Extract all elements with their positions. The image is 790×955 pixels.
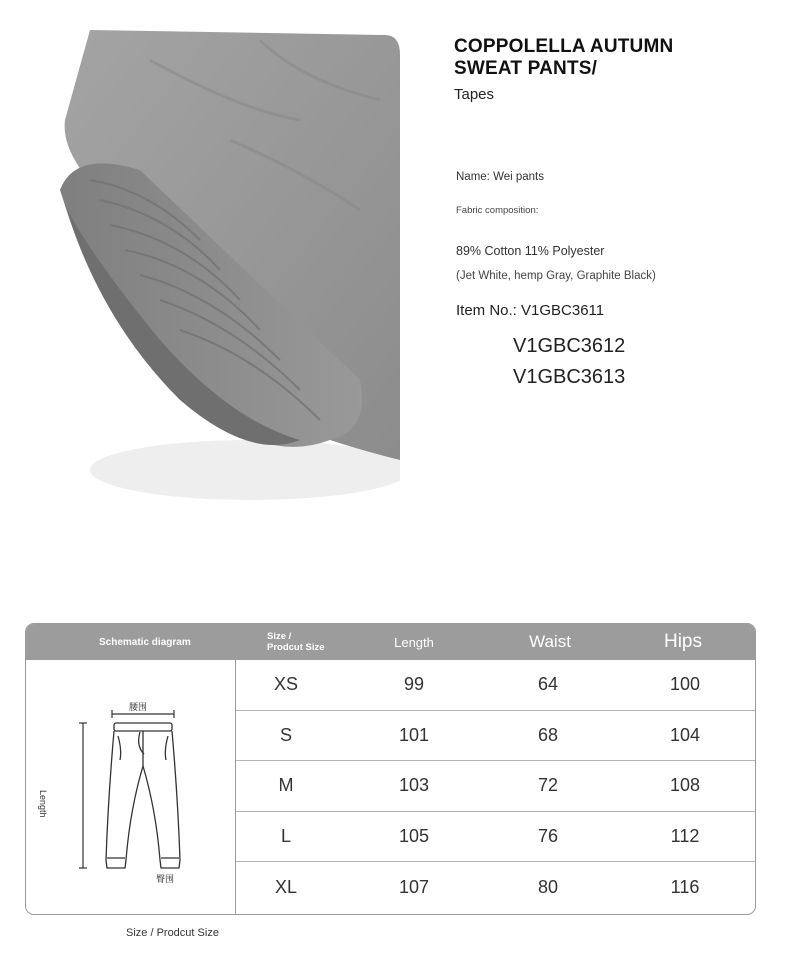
header-length: Length	[394, 634, 434, 650]
size-rows	[236, 660, 756, 913]
header-size: Size / Prodcut Size	[267, 631, 325, 653]
cell-size: L	[280, 826, 291, 847]
product-title-line2: SWEAT PANTS/	[454, 58, 598, 79]
item-number-extra-1: V1GBC3612	[513, 335, 626, 357]
product-name: Name: Wei pants	[456, 171, 544, 183]
size-table	[25, 623, 756, 915]
item-number: Item No.: V1GBC3611	[456, 302, 605, 319]
cell-hips: 116	[670, 877, 700, 898]
diagram-label-length: Length	[38, 790, 48, 818]
schematic-diagram	[26, 660, 236, 915]
pants-diagram-graphic	[26, 660, 235, 915]
cell-length: 101	[398, 724, 430, 745]
product-photo	[0, 0, 400, 515]
table-caption: Size / Prodcut Size	[126, 927, 219, 939]
cell-waist: 76	[537, 826, 559, 847]
table-header	[26, 624, 755, 660]
cell-waist: 68	[537, 724, 559, 745]
diagram-label-hip: 臀围	[156, 874, 175, 884]
table-row	[236, 812, 756, 863]
cell-hips: 108	[669, 775, 701, 796]
cell-length: 103	[398, 775, 430, 796]
cell-waist: 64	[537, 674, 559, 695]
table-row	[236, 862, 756, 913]
product-title	[454, 36, 754, 80]
header-hips: Hips	[663, 631, 702, 652]
cell-length: 99	[403, 674, 425, 695]
cell-hips: 112	[670, 826, 700, 847]
header-schematic: Schematic diagram	[99, 636, 191, 648]
product-subtitle: Tapes	[454, 86, 495, 103]
fabric-composition: 89% Cotton 11% Polyester	[456, 244, 605, 258]
cell-size: S	[279, 724, 292, 745]
table-row	[236, 761, 756, 812]
cell-size: XL	[274, 877, 298, 898]
item-number-extra-2: V1GBC3613	[513, 366, 626, 388]
cell-size: XS	[273, 674, 298, 695]
cell-length: 105	[398, 826, 430, 847]
color-options: (Jet White, hemp Gray, Graphite Black)	[456, 270, 656, 282]
cell-size: M	[278, 775, 294, 796]
header-waist: Waist	[529, 632, 571, 651]
cell-waist: 72	[537, 775, 559, 796]
cell-waist: 80	[537, 877, 559, 898]
diagram-label-waist: 腰围	[129, 702, 148, 712]
fabric-label: Fabric composition:	[456, 205, 539, 216]
product-title-line1: COPPOLELLA AUTUMN	[454, 36, 674, 57]
cell-hips: 100	[669, 674, 701, 695]
cell-hips: 104	[669, 724, 701, 745]
cell-length: 107	[398, 877, 430, 898]
table-row	[236, 711, 756, 762]
table-row	[236, 660, 756, 711]
